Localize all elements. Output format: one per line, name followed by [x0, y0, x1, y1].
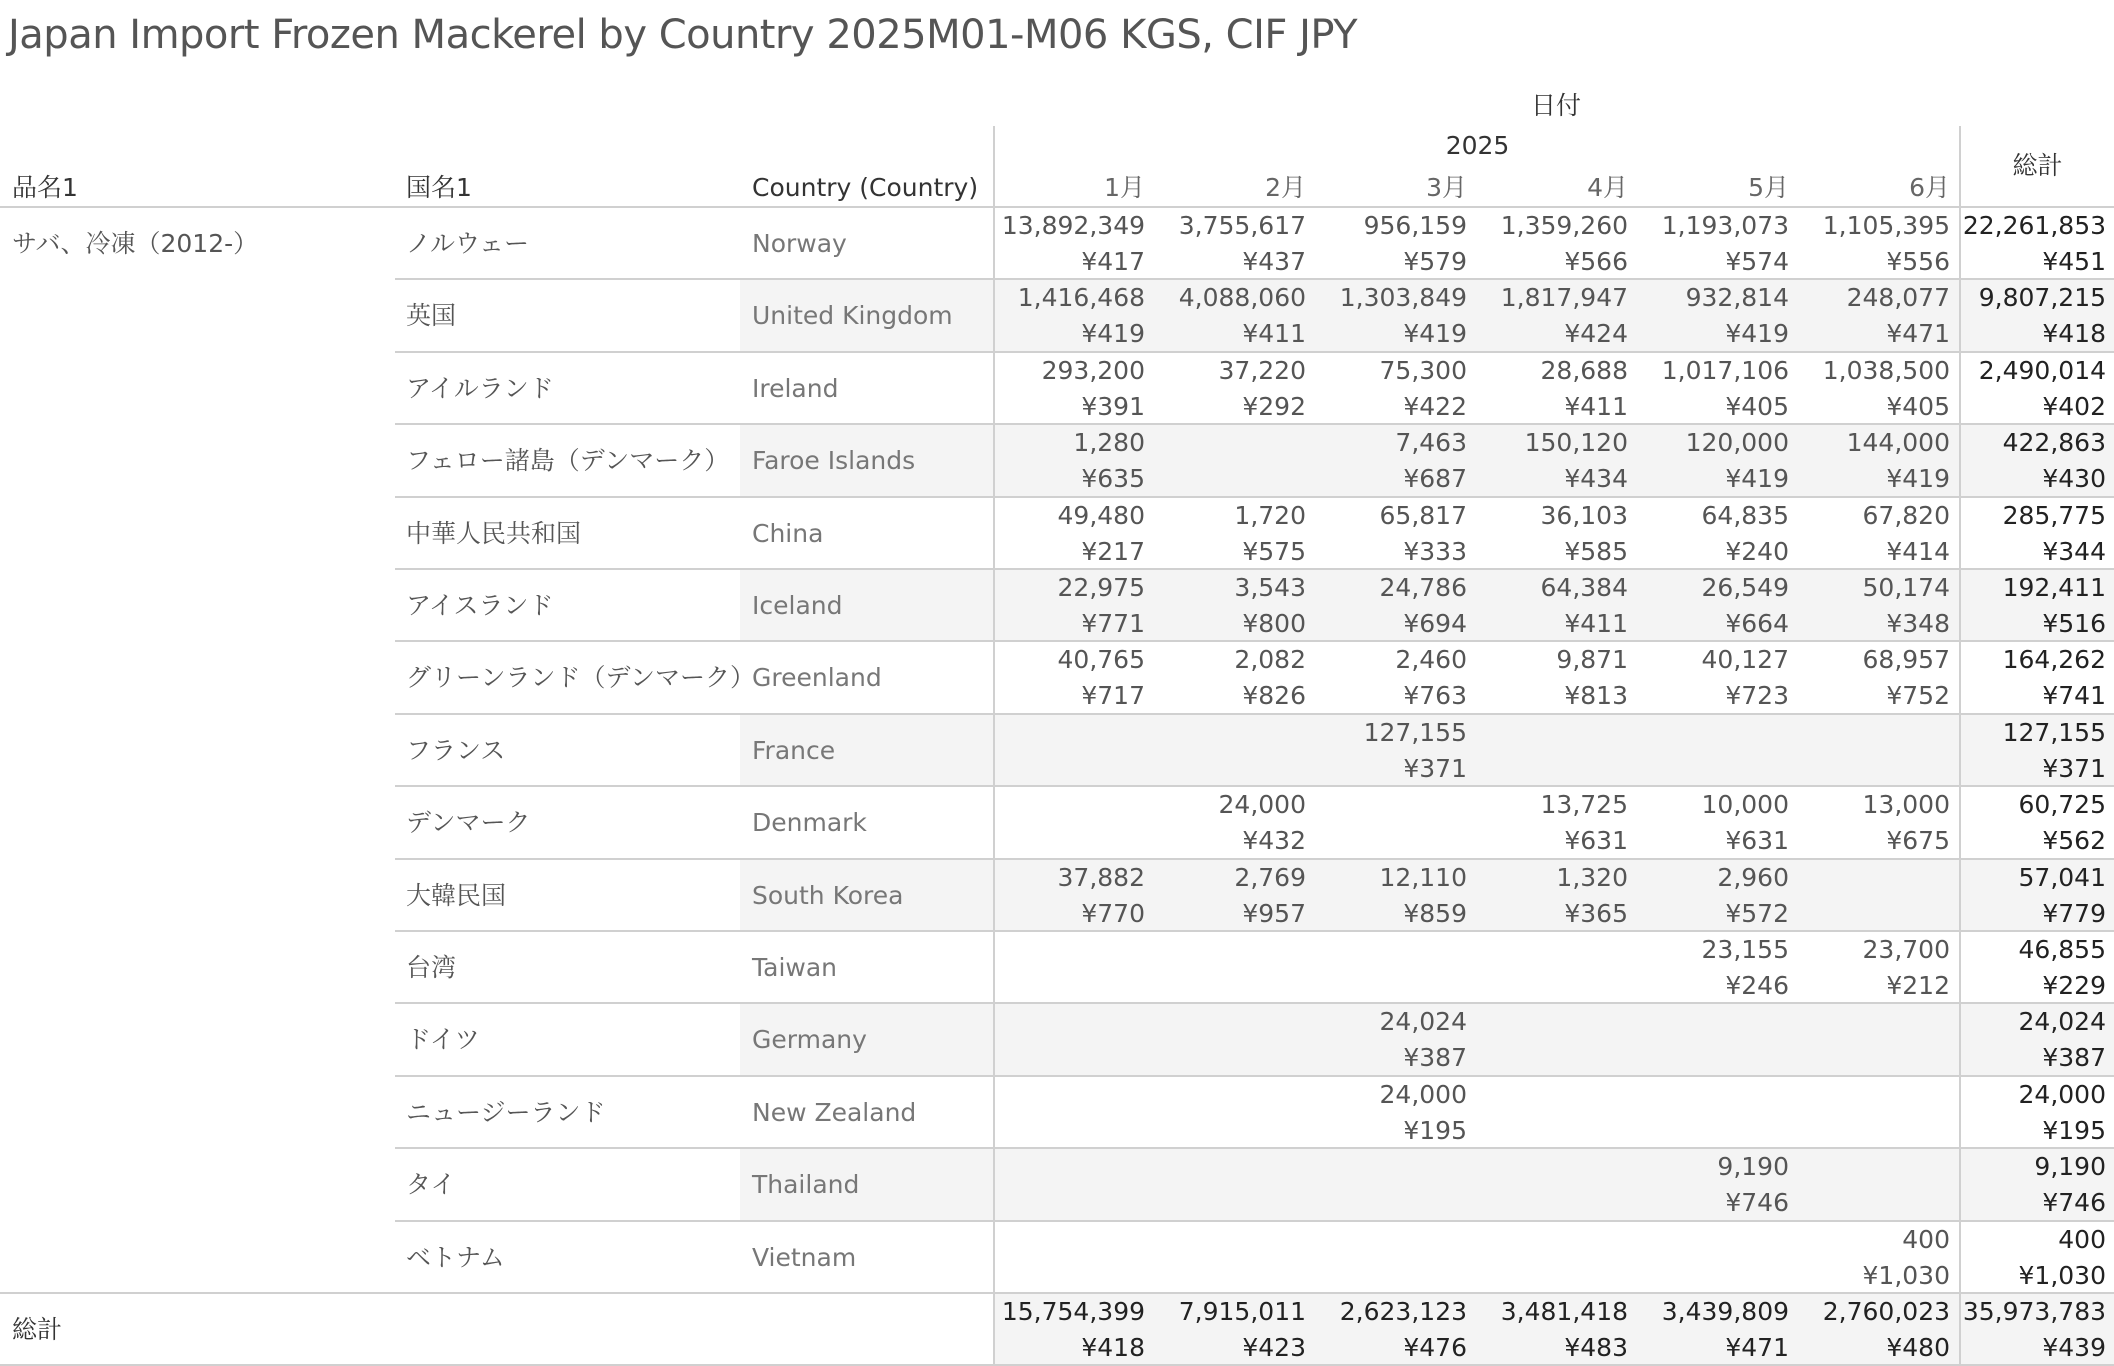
country-name-en: Greenland — [752, 663, 882, 693]
kg-value: 12,110 — [1379, 862, 1467, 892]
kg-value: 68,957 — [1862, 645, 1950, 675]
total-price-value: ¥741 — [2042, 681, 2106, 711]
price-value: ¥217 — [1081, 536, 1145, 566]
kg-value: 1,359,260 — [1500, 211, 1628, 240]
country-name-en: China — [752, 518, 824, 548]
kg-value: 1,038,500 — [1822, 355, 1950, 385]
country-name-en: Denmark — [752, 808, 867, 838]
kg-value: 24,000 — [1218, 790, 1306, 820]
country-name-en: Iceland — [752, 591, 843, 620]
kg-value: 956,159 — [1363, 211, 1467, 240]
price-value: ¥432 — [1242, 826, 1306, 856]
price-value: ¥585 — [1564, 536, 1628, 566]
price-value: ¥391 — [1081, 391, 1145, 421]
month-header: 4月 — [1587, 173, 1628, 202]
kg-value: 75,300 — [1379, 355, 1467, 385]
country-name-jp: ベトナム — [406, 1242, 505, 1272]
total-kg-value: 127,155 — [2002, 717, 2106, 747]
total-price-value: ¥195 — [2042, 1115, 2106, 1145]
price-value: ¥575 — [1242, 536, 1306, 566]
total-price-value: ¥516 — [2042, 609, 2106, 638]
grand-total-price: ¥423 — [1242, 1333, 1306, 1362]
total-kg-value: 285,775 — [2002, 500, 2106, 530]
month-header: 6月 — [1909, 173, 1950, 202]
total-kg-value: 46,855 — [2018, 935, 2106, 964]
price-value: ¥859 — [1403, 898, 1467, 928]
price-value: ¥422 — [1403, 391, 1467, 421]
country-name-en: France — [752, 735, 836, 765]
country-name-en: Vietnam — [752, 1242, 857, 1272]
price-value: ¥572 — [1725, 898, 1789, 928]
country-name-jp: フェロー諸島（デンマーク） — [406, 446, 730, 476]
total-kg-value: 2,490,014 — [1978, 355, 2106, 385]
kg-value: 7,463 — [1395, 428, 1467, 458]
kg-value: 1,017,106 — [1661, 355, 1789, 385]
grand-total-kg: 15,754,399 — [1001, 1297, 1145, 1326]
kg-value: 24,786 — [1379, 573, 1467, 602]
kg-value: 932,814 — [1685, 283, 1789, 313]
total-price-value: ¥746 — [2042, 1188, 2106, 1218]
price-value: ¥434 — [1564, 464, 1628, 494]
kg-value: 1,720 — [1234, 500, 1306, 530]
total-price-value: ¥371 — [2042, 753, 2106, 783]
month-header: 2月 — [1265, 173, 1306, 202]
row-header-product: 品名1 — [12, 173, 78, 202]
page-title: Japan Import Frozen Mackerel by Country 2025M01-M06 KGS, CIF JPY — [8, 12, 1358, 58]
kg-value: 23,700 — [1862, 935, 1950, 964]
price-value: ¥246 — [1725, 971, 1789, 1000]
country-name-jp: タイ — [406, 1170, 456, 1200]
row-separator — [395, 1147, 2114, 1149]
country-name-en: South Korea — [752, 880, 904, 910]
total-price-value: ¥418 — [2042, 319, 2106, 349]
country-name-en: Thailand — [752, 1170, 860, 1200]
kg-value: 1,280 — [1073, 428, 1145, 458]
grand-total-column-header: 総計 — [2012, 151, 2063, 180]
kg-value: 1,105,395 — [1822, 211, 1950, 240]
kg-value: 50,174 — [1862, 573, 1950, 602]
kg-value: 9,871 — [1556, 645, 1628, 675]
kg-value: 24,000 — [1379, 1079, 1467, 1109]
grand-total-price: ¥471 — [1725, 1333, 1789, 1362]
total-kg-value: 400 — [2058, 1224, 2106, 1254]
kg-value: 22,975 — [1057, 573, 1145, 602]
price-value: ¥746 — [1725, 1188, 1789, 1218]
kg-value: 3,543 — [1234, 573, 1306, 602]
total-price-value: ¥779 — [2042, 898, 2106, 928]
price-value: ¥957 — [1242, 898, 1306, 928]
country-name-jp: アイスランド — [406, 591, 554, 620]
country-name-en: Germany — [752, 1025, 867, 1055]
total-price-value: ¥1,030 — [2018, 1260, 2106, 1290]
kg-value: 64,835 — [1701, 500, 1789, 530]
month-header: 1月 — [1104, 173, 1145, 202]
kg-value: 1,416,468 — [1017, 283, 1145, 313]
price-value: ¥771 — [1081, 609, 1145, 638]
price-value: ¥471 — [1886, 319, 1950, 349]
kg-value: 49,480 — [1057, 500, 1145, 530]
grand-total-kg: 3,481,418 — [1500, 1297, 1628, 1326]
kg-value: 4,088,060 — [1178, 283, 1306, 313]
kg-value: 40,127 — [1701, 645, 1789, 675]
kg-value: 13,892,349 — [1001, 211, 1145, 240]
price-value: ¥723 — [1725, 681, 1789, 711]
price-value: ¥694 — [1403, 609, 1467, 638]
grand-total-price-avg: ¥439 — [2042, 1333, 2106, 1362]
grand-total-price: ¥418 — [1081, 1333, 1145, 1362]
price-value: ¥411 — [1564, 391, 1628, 421]
kg-value: 36,103 — [1540, 500, 1628, 530]
price-value: ¥195 — [1403, 1115, 1467, 1145]
kg-value: 65,817 — [1379, 500, 1467, 530]
kg-value: 10,000 — [1701, 790, 1789, 820]
country-name-jp: アイルランド — [406, 373, 554, 403]
kg-value: 2,460 — [1395, 645, 1467, 675]
price-value: ¥813 — [1564, 681, 1628, 711]
total-price-value: ¥387 — [2042, 1043, 2106, 1073]
price-value: ¥752 — [1886, 681, 1950, 711]
price-value: ¥675 — [1886, 826, 1950, 856]
kg-value: 23,155 — [1701, 935, 1789, 964]
kg-value: 37,882 — [1057, 862, 1145, 892]
country-name-en: United Kingdom — [752, 301, 953, 331]
price-value: ¥800 — [1242, 609, 1306, 638]
price-value: ¥631 — [1564, 826, 1628, 856]
price-value: ¥348 — [1886, 609, 1950, 638]
total-kg-value: 24,024 — [2018, 1007, 2106, 1037]
country-name-jp: ドイツ — [406, 1025, 480, 1055]
kg-value: 13,000 — [1862, 790, 1950, 820]
total-price-value: ¥451 — [2042, 247, 2106, 276]
kg-value: 1,193,073 — [1661, 211, 1789, 240]
price-value: ¥437 — [1242, 247, 1306, 276]
grand-total-price: ¥476 — [1403, 1333, 1467, 1362]
total-kg-value: 57,041 — [2018, 862, 2106, 892]
price-value: ¥333 — [1403, 536, 1467, 566]
date-group-header: 日付 — [1530, 91, 1581, 120]
kg-value: 150,120 — [1524, 428, 1628, 458]
price-value: ¥826 — [1242, 681, 1306, 711]
kg-value: 1,817,947 — [1500, 283, 1628, 313]
kg-value: 24,024 — [1379, 1007, 1467, 1037]
country-name-jp: 大韓民国 — [406, 880, 507, 910]
price-value: ¥424 — [1564, 319, 1628, 349]
country-name-jp: 中華人民共和国 — [406, 518, 582, 548]
country-name-jp: 英国 — [406, 301, 457, 331]
row-header-country-jp: 国名1 — [406, 173, 472, 202]
price-value: ¥419 — [1725, 464, 1789, 494]
total-kg-value: 164,262 — [2002, 645, 2106, 675]
grand-total-price: ¥483 — [1564, 1333, 1628, 1362]
price-value: ¥1,030 — [1862, 1260, 1950, 1290]
total-kg-value: 9,807,215 — [1978, 283, 2106, 313]
country-name-en: Faroe Islands — [752, 446, 916, 476]
price-value: ¥419 — [1725, 319, 1789, 349]
kg-value: 1,320 — [1556, 862, 1628, 892]
kg-value: 2,769 — [1234, 862, 1306, 892]
country-name-jp: デンマーク — [406, 808, 531, 838]
kg-value: 248,077 — [1846, 283, 1950, 313]
price-value: ¥365 — [1564, 898, 1628, 928]
country-name-en: Ireland — [752, 373, 839, 403]
country-name-jp: 台湾 — [406, 953, 457, 982]
country-name-en: Taiwan — [752, 953, 838, 982]
price-value: ¥579 — [1403, 247, 1467, 276]
price-value: ¥212 — [1886, 971, 1950, 1000]
kg-value: 40,765 — [1057, 645, 1145, 675]
row-separator — [395, 1075, 2114, 1077]
price-value: ¥664 — [1725, 609, 1789, 638]
kg-value: 26,549 — [1701, 573, 1789, 602]
year-header: 2025 — [1445, 131, 1510, 160]
kg-value: 120,000 — [1685, 428, 1789, 458]
price-value: ¥292 — [1242, 391, 1306, 421]
price-value: ¥411 — [1564, 609, 1628, 638]
product-label: サバ、冷凍（2012-） — [12, 229, 259, 258]
kg-value: 13,725 — [1540, 790, 1628, 820]
price-value: ¥556 — [1886, 247, 1950, 276]
price-value: ¥566 — [1564, 247, 1628, 276]
total-price-value: ¥562 — [2042, 826, 2106, 856]
kg-value: 37,220 — [1218, 355, 1306, 385]
total-kg-value: 22,261,853 — [1962, 211, 2106, 240]
total-price-value: ¥344 — [2042, 536, 2106, 566]
kg-value: 67,820 — [1862, 500, 1950, 530]
country-name-en: New Zealand — [752, 1097, 917, 1127]
kg-value: 2,960 — [1717, 862, 1789, 892]
kg-value: 28,688 — [1540, 355, 1628, 385]
price-value: ¥419 — [1886, 464, 1950, 494]
total-kg-value: 9,190 — [2034, 1152, 2106, 1182]
price-value: ¥387 — [1403, 1043, 1467, 1073]
price-value: ¥417 — [1081, 247, 1145, 276]
price-value: ¥414 — [1886, 536, 1950, 566]
grand-total-kg: 2,760,023 — [1822, 1297, 1950, 1326]
month-header: 3月 — [1426, 173, 1467, 202]
grand-total-kg: 3,439,809 — [1661, 1297, 1789, 1326]
country-name-jp: ノルウェー — [406, 229, 530, 258]
kg-value: 400 — [1902, 1224, 1950, 1254]
total-kg-value: 192,411 — [2002, 573, 2106, 602]
price-value: ¥371 — [1403, 753, 1467, 783]
grand-total-kg: 7,915,011 — [1178, 1297, 1306, 1326]
country-name-jp: フランス — [406, 735, 506, 765]
kg-value: 144,000 — [1846, 428, 1950, 458]
total-kg-value: 60,725 — [2018, 790, 2106, 820]
kg-value: 9,190 — [1717, 1152, 1789, 1182]
total-price-value: ¥402 — [2042, 391, 2106, 421]
price-value: ¥411 — [1242, 319, 1306, 349]
kg-value: 127,155 — [1363, 717, 1467, 747]
total-kg-value: 24,000 — [2018, 1079, 2106, 1109]
grand-total-kg: 2,623,123 — [1339, 1297, 1467, 1326]
row-header-country-en: Country (Country) — [752, 173, 979, 202]
price-value: ¥240 — [1725, 536, 1789, 566]
price-value: ¥717 — [1081, 681, 1145, 711]
price-value: ¥631 — [1725, 826, 1789, 856]
grand-total-label: 総計 — [12, 1315, 63, 1344]
price-value: ¥405 — [1886, 391, 1950, 421]
kg-value: 1,303,849 — [1339, 283, 1467, 313]
kg-value: 64,384 — [1540, 573, 1628, 602]
country-name-jp: グリーンランド（デンマーク） — [406, 663, 756, 693]
grand-total-kg-sum: 35,973,783 — [1962, 1297, 2106, 1326]
country-name-en: Norway — [752, 229, 847, 258]
total-price-value: ¥229 — [2042, 971, 2106, 1000]
price-value: ¥419 — [1081, 319, 1145, 349]
price-value: ¥574 — [1725, 247, 1789, 276]
country-name-jp: ニュージーランド — [406, 1097, 606, 1127]
kg-value: 293,200 — [1041, 355, 1145, 385]
kg-value: 2,082 — [1234, 645, 1306, 675]
total-price-value: ¥430 — [2042, 464, 2106, 494]
kg-value: 3,755,617 — [1178, 211, 1306, 240]
month-header: 5月 — [1748, 173, 1789, 202]
price-value: ¥419 — [1403, 319, 1467, 349]
price-value: ¥405 — [1725, 391, 1789, 421]
price-value: ¥770 — [1081, 898, 1145, 928]
price-value: ¥687 — [1403, 464, 1467, 494]
price-value: ¥763 — [1403, 681, 1467, 711]
total-kg-value: 422,863 — [2002, 428, 2106, 458]
grand-total-price: ¥480 — [1886, 1333, 1950, 1362]
price-value: ¥635 — [1081, 464, 1145, 494]
